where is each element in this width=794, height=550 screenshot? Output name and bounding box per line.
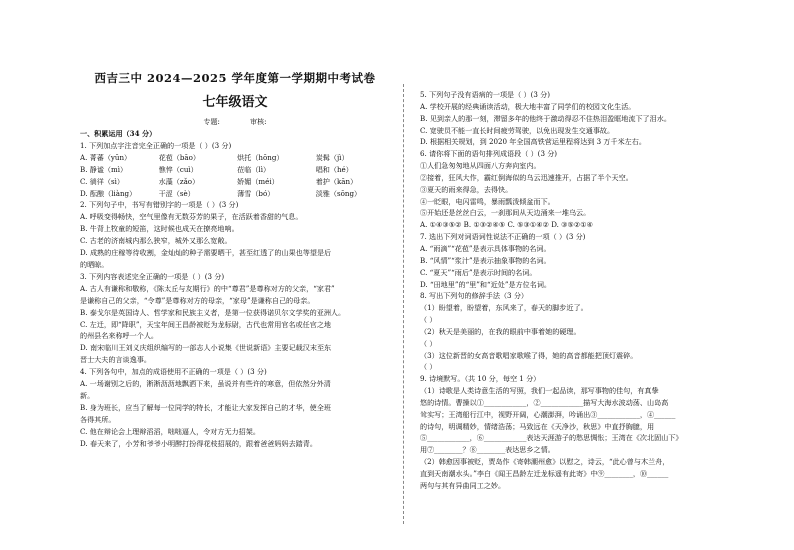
text-line: 用⑦________？⑧________表达思乡之情。 <box>420 445 555 455</box>
text-line: 的诗句，明调精妙，情绪浩荡；马致远在《天净沙，秋思》中直抒胸臆，用 <box>420 421 655 431</box>
option-item: 薄雪（bó） <box>237 188 275 198</box>
right-column <box>420 89 765 492</box>
text-line: B. 身为班长，应当了解每一位同学的特长，才能让大家发挥自己的才华，使全班 <box>80 402 331 412</box>
text-line: 晋士大夫的言谈逸事。 <box>80 355 151 365</box>
text-line: （1）盼望着，盼望着，东风来了，春天的脚步近了。 <box>420 303 588 313</box>
text-line: ①人们急匆匆地从四面八方奔向室内。 <box>420 161 541 171</box>
text-line: A. 呼吸变得畅快，空气里像有无数芬芳的果子，在活跃着香甜的气息。 <box>80 212 303 222</box>
text-line: ②接着，狂风大作，霸红倒海似的乌云迅速推开，占据了半个天空。 <box>420 172 633 182</box>
text-line: （ ） <box>420 338 437 348</box>
option-item: B. 静谧（mì） <box>80 164 128 174</box>
option-row <box>80 188 410 200</box>
text-line: 2. 下列句子中，书写有错别字的一项是（ ）(3 分) <box>80 200 239 210</box>
text-line: 各得其所。 <box>80 414 116 424</box>
text-line: （ ） <box>420 362 437 372</box>
text-line: B. 见到亲人的那一刻，滞留多年的他终于激动得忍不住热泪盈眶地流下了泪水。 <box>420 113 671 123</box>
text-line: 是谦称自己的父亲，“令尊”是尊称对方的母亲，“家母”是谦称自己的母亲。 <box>80 295 315 305</box>
text-line: 8. 写出下列句的修辞手法（3 分） <box>420 291 529 301</box>
option-item: 烘托（hōng） <box>237 152 284 162</box>
text-line: 的州县名来称呼一个人。 <box>80 331 159 341</box>
text-line: 的晒晾。 <box>80 259 109 269</box>
text-line: （2）韩愈因事被贬，贾岛作《寄韩潮州愈》以慰之，诗云，“此心曾与木兰舟， <box>420 457 670 467</box>
option-item: 莅临（lì） <box>237 164 271 174</box>
text-line: A. 古人有谦称和敬称，《陈太丘与友期行》的中“尊君”是尊称对方的父亲，“家君” <box>80 283 335 293</box>
text-line: ④一眨眼，电闪雷鸣，暴雨瓢泼倾盆而下。 <box>420 196 555 206</box>
text-line: 直到天南潮水头。”李白《闻王昌龄左迁龙标遥有此寄》中⑨________，⑩______ <box>420 469 669 478</box>
text-line: 耸实写；王湾船行江中，视野开阔，心潮澎湃，吟诵出③____________，④______ <box>420 409 676 419</box>
option-item: 憔悴（cuì） <box>158 164 198 174</box>
text-line: 1. 下列加点字注音完全正确的一项是（ ）(3 分) <box>80 140 232 150</box>
text-line: 两句与其有异曲同工之妙。 <box>420 480 506 490</box>
option-item: 唱和（hé） <box>315 164 353 174</box>
option-item: 炭髯（jì） <box>315 152 349 162</box>
text-line: C. 他在辩论会上理辩滔滔，咄咄逼人，令对方无力招架。 <box>80 426 260 436</box>
text-line: ③夏天的雨来得急，去得快。 <box>420 184 513 194</box>
option-item: D. 酝酿（liàng） <box>80 188 137 198</box>
exam-meta <box>70 117 400 127</box>
text-line: （3）这位新晋的女高音歌唱家歌喉了得，她的高音都能把顶灯震碎。 <box>420 350 638 360</box>
text-line: D. 成熟的庄稼等待收割，金灿灿的种子需要晒干，甚至红透了的山果也等望是后 <box>80 248 332 258</box>
option-item: A. 菁蕃（yūn） <box>80 152 132 162</box>
option-row <box>80 164 410 176</box>
text-line: （2）秋天是美丽的，在我的眼前中事着她的硬理。 <box>420 326 581 336</box>
option-item: 淡雅（sōng） <box>315 188 362 198</box>
text-line: ⑤____________，⑥____________表达天涯游子的愁思惆怅；王湾在《次北固山下》 <box>420 433 683 443</box>
text-line: 4. 下列各句中，加点的成语使用不正确的一项是（ ）(3 分) <box>80 367 267 377</box>
option-item: 水藻（zǎo） <box>158 176 200 186</box>
text-line: A. 一场谢别之后的，淅淅沥沥地飘洒下来，虽说并有些许的寒意，但依然分外清 <box>80 379 331 389</box>
option-item: C. 徜徉（sì） <box>80 176 124 186</box>
topic-label: 专题: <box>203 118 220 126</box>
exam-title: 西吉三中 2024—2025 学年度第一学期期中考试卷 <box>94 71 376 85</box>
text-line: ⑤开始还是丝丝白云，一刹那间从天边涌来一堆乌云。 <box>420 208 591 218</box>
text-line: B. “风情”“浆汁”是表示抽象事物的名词。 <box>420 255 551 265</box>
text-line: B. 泰戈尔是英国诗人、哲学家和民族主义者，是第一位获得诺贝尔文学奖的亚洲人。 <box>80 307 346 317</box>
option-item: 着护（kān） <box>315 176 358 186</box>
text-line: （ ） <box>420 315 437 325</box>
review-label: 审核: <box>250 118 267 126</box>
text-line: C. 左迁，即“降职”，天宝年间王昌龄被贬为龙标尉，古代也常用官名或任官之地 <box>80 319 332 329</box>
text-line: 5. 下列句子没有语病的一项是（ ）(3 分) <box>420 90 550 99</box>
left-column <box>80 128 410 449</box>
subject-title: 七年级语文 <box>202 95 268 110</box>
text-line: 悠的诗情。曹操以①____________，②____________描写大海水波动荡、山岛高 <box>420 397 669 407</box>
text-line: 3. 下列内容表述完全正确的一项是（ ）(3 分) <box>80 271 225 281</box>
text-line: （1）诗歌是人类诗意生活的写照，我们一起品读，那写事物的佳句，有真挚 <box>420 386 659 396</box>
option-row <box>80 176 410 188</box>
text-line: D. 根据相关规划，到 2020 年全国高铁营运里程将达到 3 万千米左右。 <box>420 137 646 147</box>
text-line: C. 宽驶员不能一直长时间疲劳驾驶，以免出现发生交通事故。 <box>420 125 615 135</box>
text-line: D. 南宋临川王刘义庆组织编写的一部志人小说集《世说新语》主要记载汉末至东 <box>80 343 332 353</box>
text-line: D. 春天来了，小芳和爷爷小明醉打扮得花枝招展的，跟着爸爸妈妈去踏青。 <box>80 438 317 448</box>
option-item: 娇媚（méi） <box>237 176 279 186</box>
text-line: A. ①④③⑤② B. ①③②④⑤ C. ⑤③①④② D. ③⑤②①④ <box>420 220 593 230</box>
text-line: A. “雨滴”“花苞”是表示具体事物的名词。 <box>420 243 551 253</box>
text-line: B. 牛背上牧童的短笛，这时候也成天在撩亮地响。 <box>80 224 239 234</box>
option-item: 干涩（sè） <box>158 188 195 198</box>
text-line: 新。 <box>80 390 95 400</box>
text-line: C. 古老的济南城内那么狭窄，城外又那么宽敞。 <box>80 236 232 246</box>
text-line: C. “夏天”“雨后”是表示时间的名词。 <box>420 267 537 277</box>
text-line: D. “田地里”的“里”和“近处”是方位名词。 <box>420 279 552 289</box>
section-heading: 一、积累运用（34 分） <box>80 129 157 138</box>
option-item: 花苞（bāo） <box>158 152 200 162</box>
text-line: 9. 诗境默写。（共 10 分，每空 1 分） <box>420 374 541 384</box>
text-line: 6. 请你将下面的语句排列成语段（ ）(3 分) <box>420 149 558 159</box>
text-line: A. 学校开展的经典诵读活动，极大地丰富了同学们的校园文化生活。 <box>420 101 636 111</box>
option-row <box>80 152 410 164</box>
text-line: 7. 选出下列对词语词性说法不正确的一项（ ）(3 分) <box>420 232 586 242</box>
